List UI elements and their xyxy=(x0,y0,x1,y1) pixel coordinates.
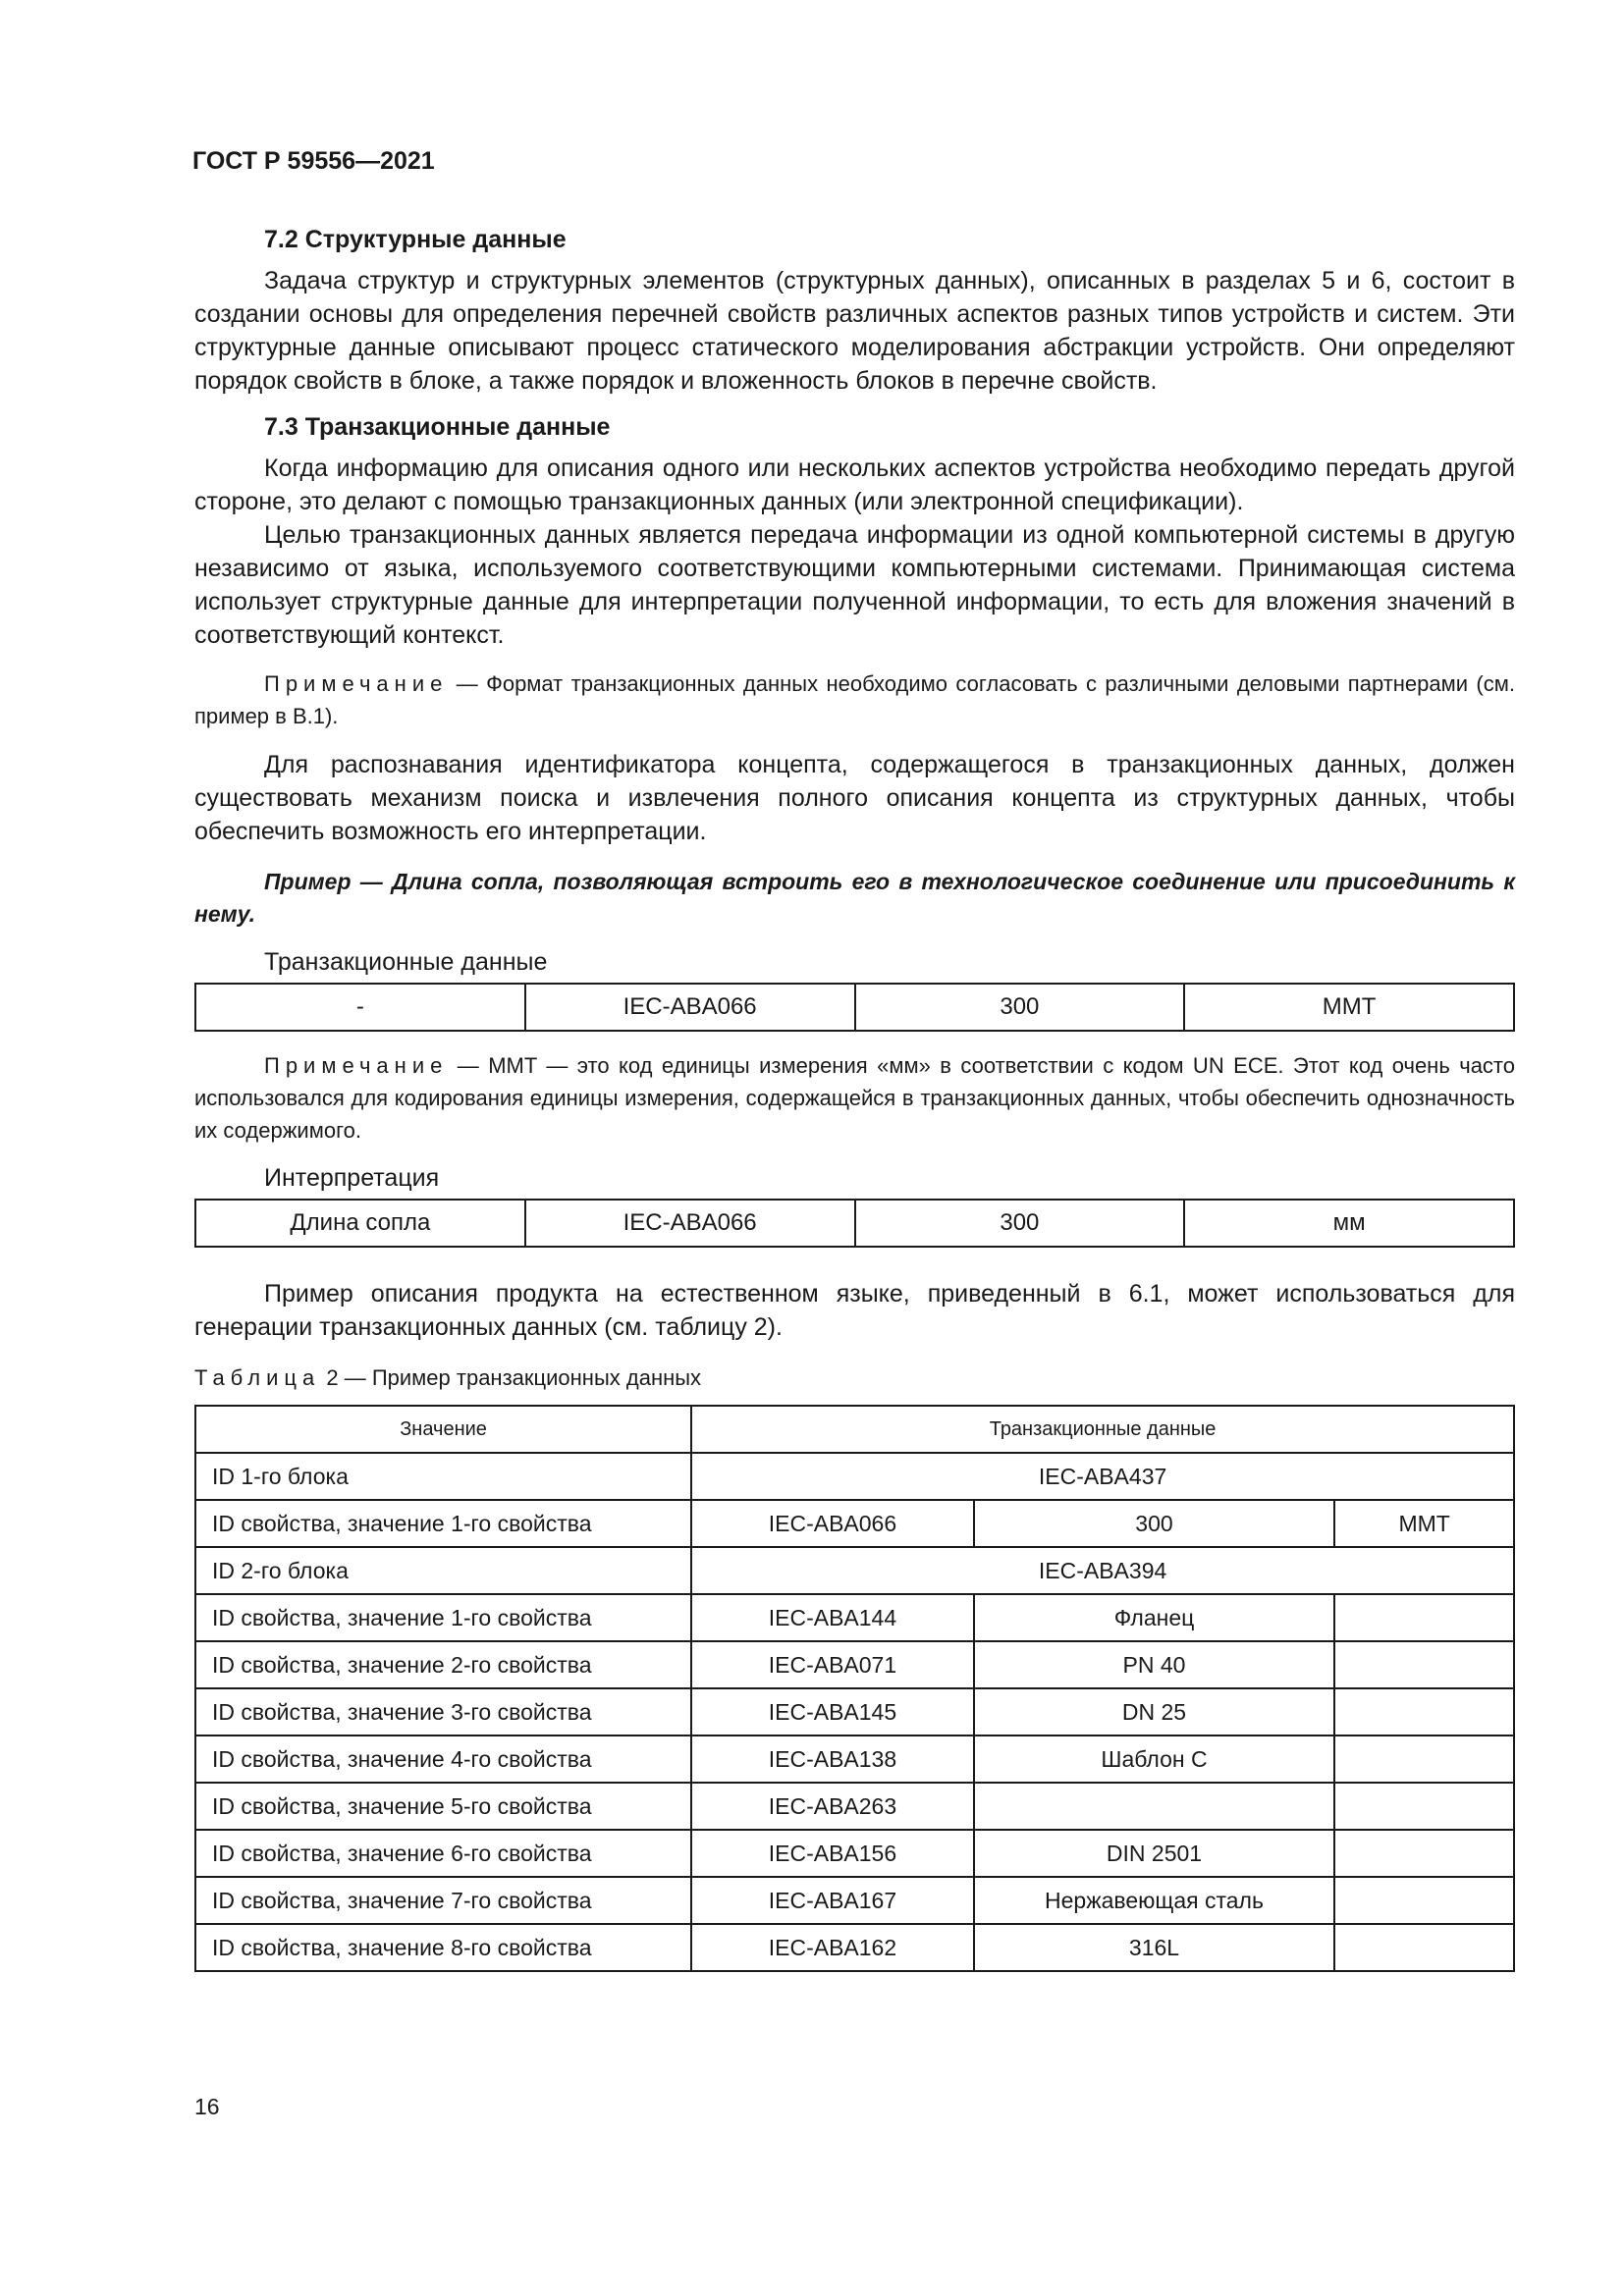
table-cell: IEC-ABA138 xyxy=(691,1735,974,1783)
section-7-2-paragraph: Задача структур и структурных элементов (структурных данных), описанных в разделах 5 и 6, состоит в создании основы для определения перечней свойств различных аспектов разных типов устройств и систем. Эти структурные данные описывают процесс статического моделирования абстракции устройств. Они определяют порядок свойств в блоке, а также порядок и вложенность блоков в перечне свойств. xyxy=(194,267,1515,395)
interpretation-label: Интерпретация xyxy=(264,1164,440,1192)
document-id: ГОСТ Р 59556—2021 xyxy=(192,147,435,175)
table-row xyxy=(195,1594,1514,1641)
table-2-caption-label: Таблица xyxy=(194,1365,321,1390)
table-row xyxy=(195,1453,1514,1500)
table-cell: 300 xyxy=(974,1500,1335,1547)
table-cell: IEC-ABA066 xyxy=(691,1500,974,1547)
table-cell: DN 25 xyxy=(974,1688,1335,1735)
note-2-text: — MMT — это код единицы измерения «мм» в соответствии с кодом UN ECE. Этот код очень часто использовался для кодирования единицы измерения, содержащейся в транзакционных данных, чтобы обеспечить однозначность их содержимого. xyxy=(194,1053,1515,1143)
table-cell: ID свойства, значение 2-го свойства xyxy=(195,1641,691,1688)
table-row xyxy=(195,1641,1514,1688)
table-cell: 316L xyxy=(974,1924,1335,1971)
header-cell-transaction-data: Транзакционные данные xyxy=(691,1406,1514,1453)
note-2-label: Примечание xyxy=(264,1053,449,1078)
table-cell: MMT xyxy=(1184,984,1514,1031)
example-text: Пример — Длина сопла, позволяющая встроить его в технологическое соединение или присоединить к нему. xyxy=(194,869,1515,927)
block-1-id: IEC-ABA437 xyxy=(691,1453,1514,1500)
table-cell: IEC-ABA071 xyxy=(691,1641,974,1688)
page-content xyxy=(194,226,1515,1972)
table-cell: ID свойства, значение 6-го свойства xyxy=(195,1830,691,1877)
table-cell: ID свойства, значение 7-го свойства xyxy=(195,1877,691,1924)
table-cell: Фланец xyxy=(974,1594,1335,1641)
table-row xyxy=(195,1830,1514,1877)
block-2-name: ID 2-го блока xyxy=(195,1547,691,1594)
table-row xyxy=(195,1877,1514,1924)
table-cell: ID свойства, значение 5-го свойства xyxy=(195,1783,691,1830)
table-row xyxy=(195,1735,1514,1783)
table-cell: IEC-ABA162 xyxy=(691,1924,974,1971)
section-7-3-paragraph-4: Пример описания продукта на естественном языке, приведенный в 6.1, может использоваться для генерации транзакционных данных (см. таблицу 2). xyxy=(194,1280,1515,1341)
table-cell xyxy=(1334,1594,1514,1641)
block-2-id: IEC-ABA394 xyxy=(691,1547,1514,1594)
table-cell: Длина сопла xyxy=(195,1200,525,1247)
note-2 xyxy=(194,1049,1515,1147)
table-cell: ID свойства, значение 8-го свойства xyxy=(195,1924,691,1971)
table-row xyxy=(195,984,1514,1031)
table-cell: Нержавеющая сталь xyxy=(974,1877,1335,1924)
table-2-property-rows xyxy=(195,1594,1514,1971)
table-cell xyxy=(1334,1688,1514,1735)
table-cell: Шаблон С xyxy=(974,1735,1335,1783)
table-row xyxy=(195,1783,1514,1830)
header-cell-value: Значение xyxy=(195,1406,691,1453)
table-cell: ID свойства, значение 3-го свойства xyxy=(195,1688,691,1735)
table-header-row xyxy=(195,1406,1514,1453)
table-cell: ID свойства, значение 1-го свойства xyxy=(195,1594,691,1641)
interpretation-table xyxy=(194,1199,1515,1248)
table-cell xyxy=(1334,1830,1514,1877)
table-cell: IEC-ABA144 xyxy=(691,1594,974,1641)
table-row xyxy=(195,1500,1514,1547)
section-7-3-paragraph-3: Для распознавания идентификатора концепта, содержащегося в транзакционных данных, должен существовать механизм поиска и извлечения полного описания концепта из структурных данных, чтобы обеспечить возможность его интерпретации. xyxy=(194,751,1515,845)
note-1-text: — Формат транзакционных данных необходимо согласовать с различными деловыми партнерами (см. пример в В.1). xyxy=(194,671,1515,728)
table-cell xyxy=(1334,1735,1514,1783)
table-cell: 300 xyxy=(855,984,1185,1031)
table-cell xyxy=(1334,1877,1514,1924)
block-1-name: ID 1-го блока xyxy=(195,1453,691,1500)
table-cell xyxy=(1334,1924,1514,1971)
transaction-data-label: Транзакционные данные xyxy=(264,948,548,976)
section-7-3-paragraph-1: Когда информацию для описания одного или нескольких аспектов устройства необходимо передать другой стороне, это делают с помощью транзакционных данных (или электронной спецификации). xyxy=(194,454,1515,515)
table-row xyxy=(195,1547,1514,1594)
table-cell: ID свойства, значение 1-го свойства xyxy=(195,1500,691,1547)
table-cell: IEC-ABA156 xyxy=(691,1830,974,1877)
page-number: 16 xyxy=(194,2094,220,2119)
section-7-2-heading: 7.2 Структурные данные xyxy=(264,226,567,253)
table-2-caption-text: 2 — Пример транзакционных данных xyxy=(320,1365,702,1390)
table-row xyxy=(195,1200,1514,1247)
table-2-caption xyxy=(194,1365,1515,1391)
note-1 xyxy=(194,667,1515,732)
table-row xyxy=(195,1688,1514,1735)
section-7-3-heading: 7.3 Транзакционные данные xyxy=(264,413,611,441)
table-cell: мм xyxy=(1184,1200,1514,1247)
note-1-label: Примечание xyxy=(264,671,449,696)
transaction-data-table xyxy=(194,983,1515,1032)
table-cell: IEC-ABA263 xyxy=(691,1783,974,1830)
table-cell xyxy=(1334,1641,1514,1688)
table-cell: PN 40 xyxy=(974,1641,1335,1688)
table-cell: IEC-ABA167 xyxy=(691,1877,974,1924)
table-cell xyxy=(974,1783,1335,1830)
table-cell: 300 xyxy=(855,1200,1185,1247)
table-cell: IEC-ABA066 xyxy=(525,984,855,1031)
section-7-3-paragraph-2: Целью транзакционных данных является передача информации из одной компьютерной системы в другую независимо от языка, используемого соответствующими компьютерными системами. Принимающая система использует структурные данные для интерпретации полученной информации, то есть для вложения значений в соответствующий контекст. xyxy=(194,521,1515,649)
table-cell: - xyxy=(195,984,525,1031)
table-cell: ID свойства, значение 4-го свойства xyxy=(195,1735,691,1783)
table-row xyxy=(195,1924,1514,1971)
table-cell: IEC-ABA066 xyxy=(525,1200,855,1247)
table-cell xyxy=(1334,1783,1514,1830)
table-2 xyxy=(194,1405,1515,1972)
table-cell: IEC-ABA145 xyxy=(691,1688,974,1735)
table-cell: DIN 2501 xyxy=(974,1830,1335,1877)
table-cell: MMT xyxy=(1334,1500,1514,1547)
